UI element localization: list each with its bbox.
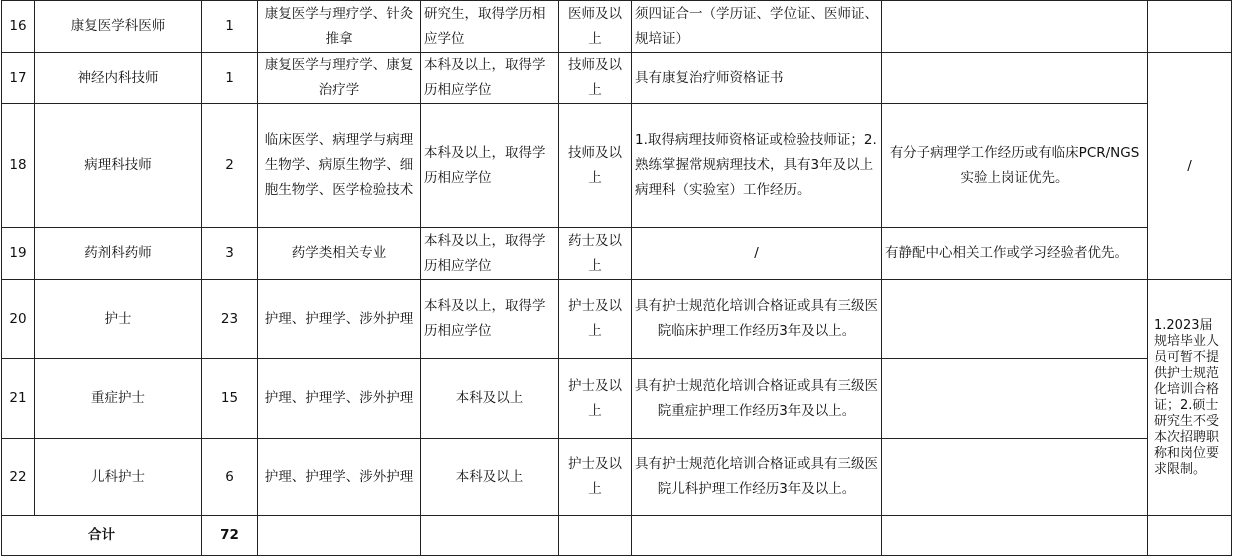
row-number: 16 [2, 1, 35, 53]
total-label: 合计 [2, 516, 202, 556]
professional-title: 护士及以上 [559, 280, 632, 359]
professional-title: 药士及以上 [559, 228, 632, 280]
position-name: 护士 [35, 280, 202, 359]
recruitment-table [1, 0, 1232, 556]
row-number: 17 [2, 53, 35, 104]
row-number: 19 [2, 228, 35, 280]
table-row [2, 359, 1232, 439]
headcount: 15 [202, 359, 258, 439]
remark: 1.2023届规培毕业人员可暂不提供护士规范化培训合格证；2.硕士研究生不受本次招聘职称和岗位要求限制。 [1148, 280, 1232, 516]
remark: / [1148, 53, 1232, 280]
requirement: 具有护士规范化培训合格证或具有三级医院临床护理工作经历3年及以上。 [632, 280, 882, 359]
headcount: 6 [202, 439, 258, 516]
education: 本科及以上，取得学历相应学位 [421, 228, 559, 280]
empty-cell [882, 516, 1148, 556]
preference: 有静配中心相关工作或学习经验者优先。 [882, 228, 1148, 280]
empty-cell [632, 516, 882, 556]
education: 本科及以上，取得学历相应学位 [421, 104, 559, 228]
row-number: 22 [2, 439, 35, 516]
empty-cell [1148, 516, 1232, 556]
preference [882, 359, 1148, 439]
preference [882, 1, 1148, 53]
row-number: 20 [2, 280, 35, 359]
major: 护理、护理学、涉外护理 [258, 280, 421, 359]
position-name: 儿科护士 [35, 439, 202, 516]
headcount: 1 [202, 53, 258, 104]
position-name: 药剂科药师 [35, 228, 202, 280]
professional-title: 技师及以上 [559, 104, 632, 228]
empty-cell [258, 516, 421, 556]
headcount: 2 [202, 104, 258, 228]
requirement: 具有康复治疗师资格证书 [632, 53, 882, 104]
position-name: 神经内科技师 [35, 53, 202, 104]
requirement: 具有护士规范化培训合格证或具有三级医院重症护理工作经历3年及以上。 [632, 359, 882, 439]
education: 本科及以上 [421, 359, 559, 439]
major: 康复医学与理疗学、康复治疗学 [258, 53, 421, 104]
professional-title: 技师及以上 [559, 53, 632, 104]
major: 护理、护理学、涉外护理 [258, 359, 421, 439]
preference: 有分子病理学工作经历或有临床PCR/NGS实验上岗证优先。 [882, 104, 1148, 228]
requirement: / [632, 228, 882, 280]
education: 本科及以上，取得学历相应学位 [421, 280, 559, 359]
position-name: 病理科技师 [35, 104, 202, 228]
preference [882, 439, 1148, 516]
requirement: 具有护士规范化培训合格证或具有三级医院儿科护理工作经历3年及以上。 [632, 439, 882, 516]
education: 本科及以上，取得学历相应学位 [421, 53, 559, 104]
professional-title: 医师及以上 [559, 1, 632, 53]
table-row [2, 280, 1232, 359]
position-name: 康复医学科医师 [35, 1, 202, 53]
row-number: 18 [2, 104, 35, 228]
position-name: 重症护士 [35, 359, 202, 439]
major: 临床医学、病理学与病理生物学、病原生物学、细胞生物学、医学检验技术 [258, 104, 421, 228]
professional-title: 护士及以上 [559, 439, 632, 516]
empty-cell [421, 516, 559, 556]
table-row [2, 53, 1232, 104]
total-row [2, 516, 1232, 556]
preference [882, 280, 1148, 359]
major: 护理、护理学、涉外护理 [258, 439, 421, 516]
headcount: 23 [202, 280, 258, 359]
professional-title: 护士及以上 [559, 359, 632, 439]
total-count: 72 [202, 516, 258, 556]
major: 药学类相关专业 [258, 228, 421, 280]
headcount: 3 [202, 228, 258, 280]
preference [882, 53, 1148, 104]
major: 康复医学与理疗学、针灸推拿 [258, 1, 421, 53]
table-row [2, 104, 1232, 228]
table-row [2, 1, 1232, 53]
table-row [2, 228, 1232, 280]
education: 本科及以上 [421, 439, 559, 516]
headcount: 1 [202, 1, 258, 53]
remark [1148, 1, 1232, 53]
row-number: 21 [2, 359, 35, 439]
empty-cell [559, 516, 632, 556]
table-row [2, 439, 1232, 516]
requirement: 须四证合一（学历证、学位证、医师证、规培证） [632, 1, 882, 53]
education: 研究生，取得学历相应学位 [421, 1, 559, 53]
requirement: 1.取得病理技师资格证或检验技师证；2.熟练掌握常规病理技术，具有3年及以上病理科（实验室）工作经历。 [632, 104, 882, 228]
